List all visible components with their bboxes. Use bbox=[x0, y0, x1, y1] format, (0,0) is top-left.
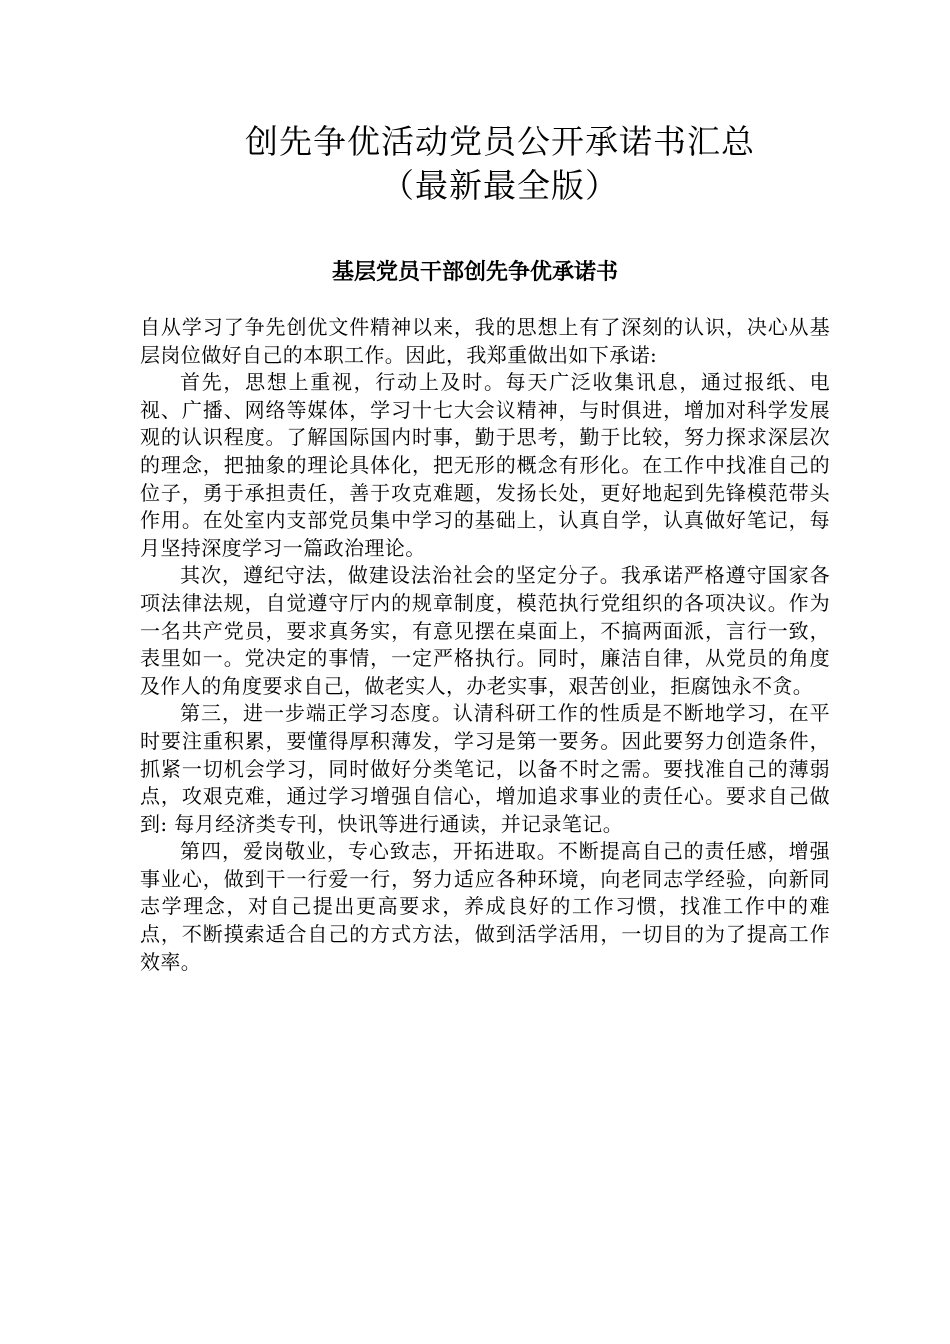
document-title: 创先争优活动党员公开承诺书汇总 bbox=[245, 122, 755, 161]
document-subtitle: （最新最全版） bbox=[381, 166, 619, 205]
section-title: 基层党员干部创先争优承诺书 bbox=[331, 260, 618, 285]
paragraph-intro: 自从学习了争先创优文件精神以来，我的思想上有了深刻的认识，决心从基层岗位做好自己的本职工作。因此，我郑重做出如下承诺: bbox=[140, 315, 830, 367]
paragraph-fourth: 第四，爱岗敬业，专心致志，开拓进取。不断提高自己的责任感，增强事业心，做到干一行爱一行，努力适应各种环境，向老同志学经验，向新同志学理念，对自己提出更高要求，养成良好的工作习惯，找准工作中的难点，不断摸索适合自己的方式方法，做到活学活用，一切目的为了提高工作效率。 bbox=[140, 839, 830, 974]
document-body bbox=[140, 314, 830, 976]
paragraph-third: 第三，进一步端正学习态度。认清科研工作的性质是不断地学习，在平时要注重积累，要懂得厚积薄发，学习是第一要务。因此要努力创造条件，抓紧一切机会学习，同时做好分类笔记，以备不时之需。要找准自己的薄弱点，攻艰克难，通过学习增强自信心，增加追求事业的责任心。要求自己做到: 每月经济类专刊，快讯等进行通读，并记录笔记。 bbox=[140, 701, 830, 836]
paragraph-first: 首先，思想上重视，行动上及时。每天广泛收集讯息，通过报纸、电视、广播、网络等媒体，学习十七大会议精神，与时俱进，增加对科学发展观的认识程度。了解国际国内时事，勤于思考，勤于比较，努力探求深层次的理念，把抽象的理论具体化，把无形的概念有形化。在工作中找准自己的位子，勇于承担责任，善于攻克难题，发扬长处，更好地起到先锋模范带头作用。在处室内支部党员集中学习的基础上，认真自学，认真做好笔记，每月坚持深度学习一篇政治理论。 bbox=[140, 370, 830, 560]
paragraph-second: 其次，遵纪守法，做建设法治社会的坚定分子。我承诺严格遵守国家各项法律法规，自觉遵守厅内的规章制度，模范执行党组织的各项决议。作为一名共产党员，要求真务实，有意见摆在桌面上，不搞两面派，言行一致，表里如一。党决定的事情，一定严格执行。同时，廉洁自律，从党员的角度及作人的角度要求自己，做老实人，办老实事，艰苦创业，拒腐蚀永不贪。 bbox=[140, 563, 830, 698]
